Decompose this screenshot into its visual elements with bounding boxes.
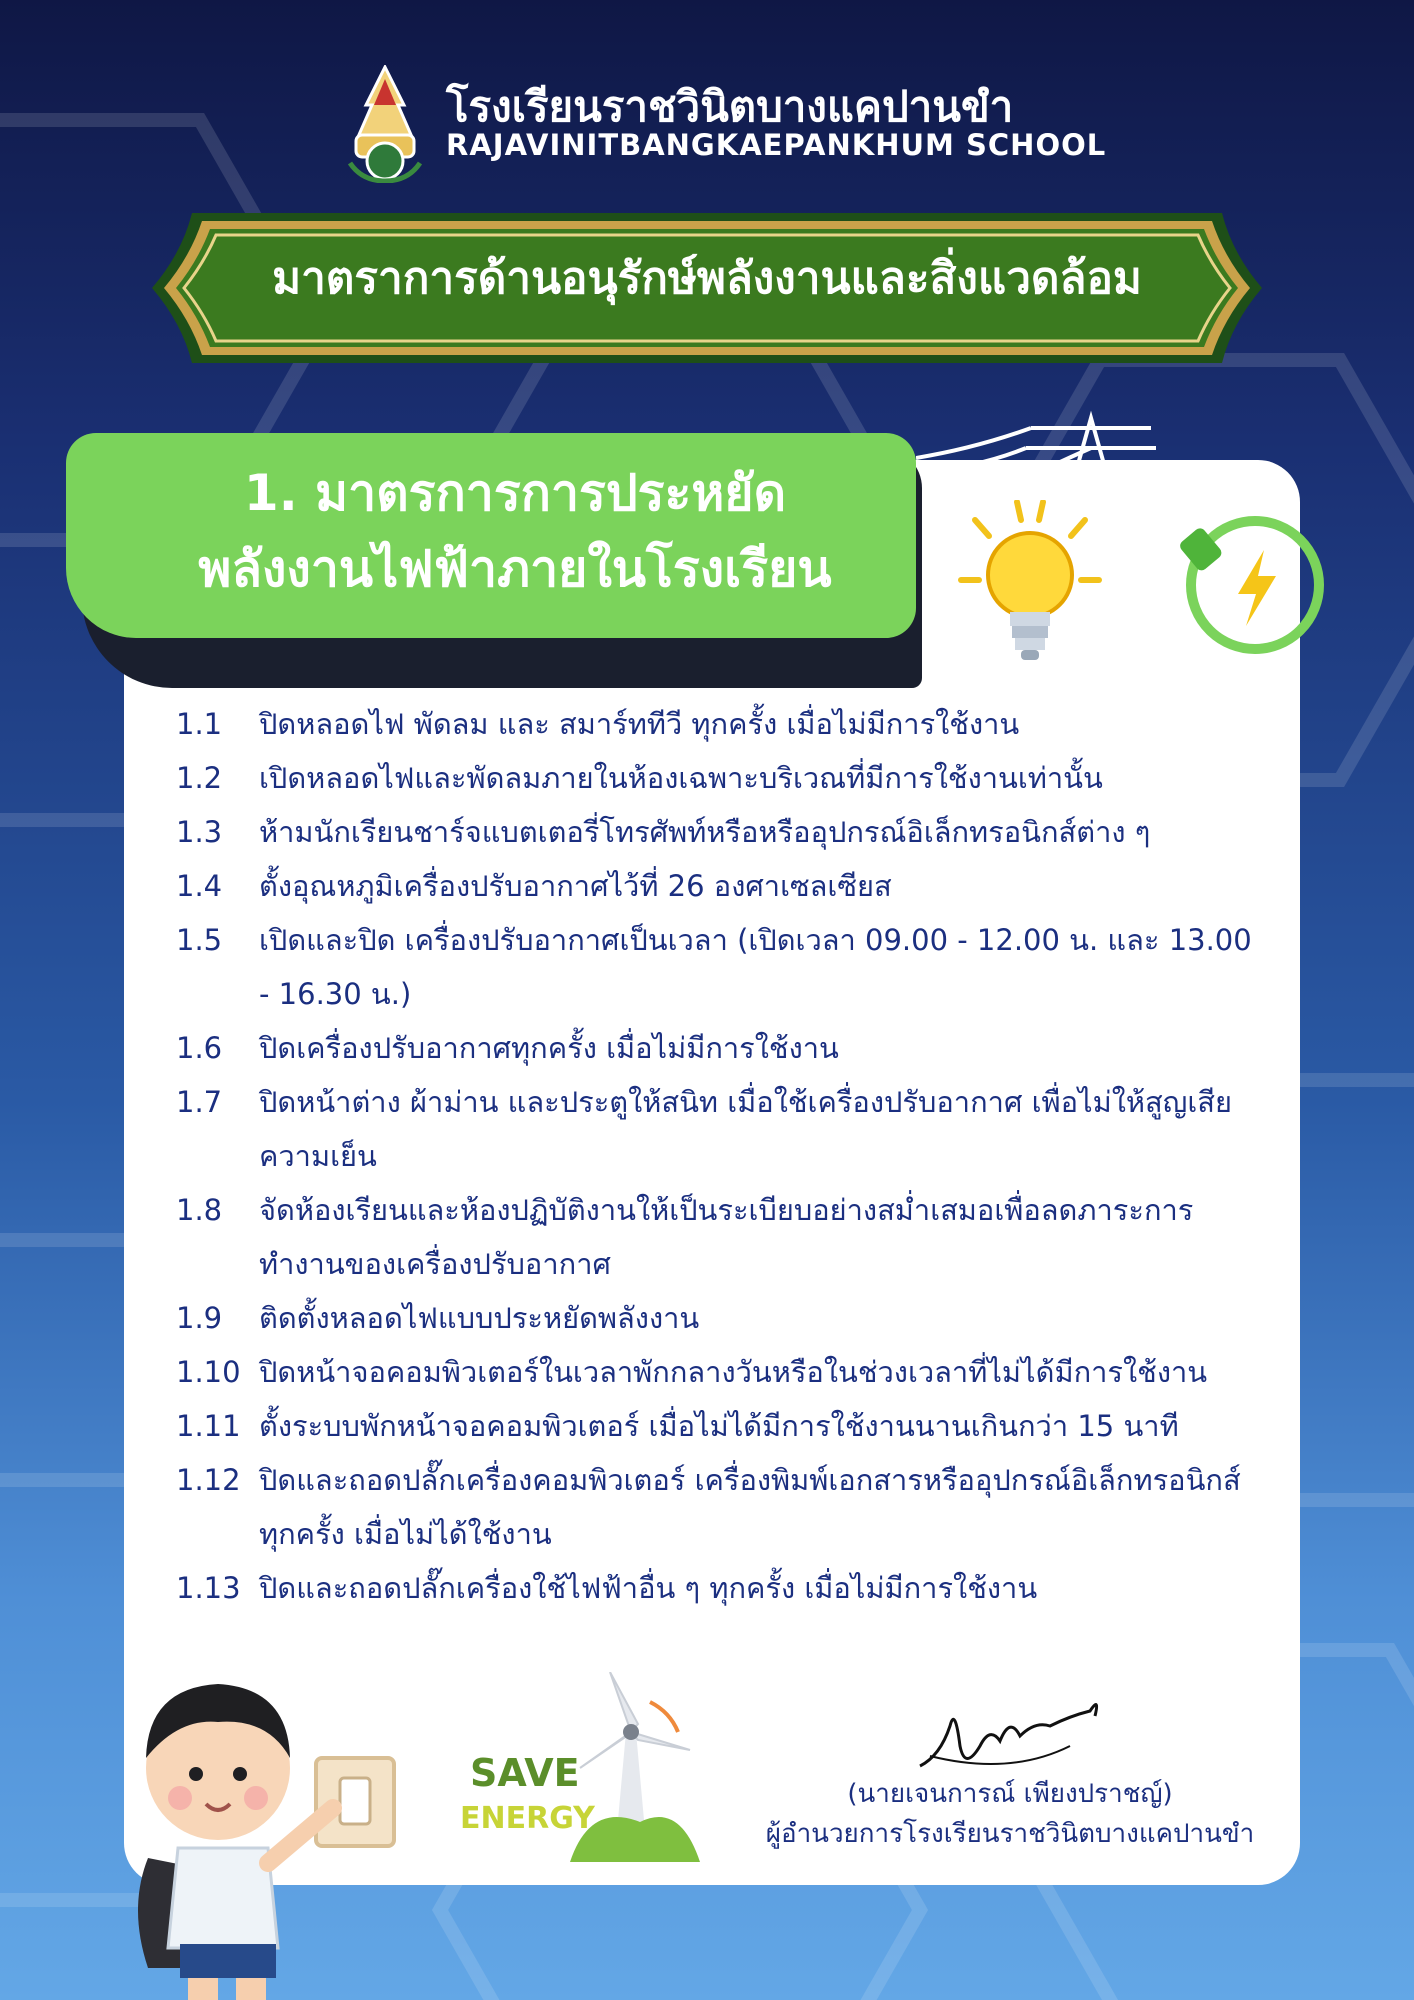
- list-item: [176, 913, 1256, 1021]
- list-item: [176, 859, 1256, 913]
- item-text: ปิดหน้าจอคอมพิวเตอร์ในเวลาพักกลางวันหรือในช่วงเวลาที่ไม่ได้มีการใช้งาน: [259, 1355, 1208, 1389]
- list-item: [176, 1345, 1256, 1399]
- student-cartoon-icon: [118, 1648, 418, 2000]
- item-number: 1.13: [176, 1571, 241, 1605]
- item-number: 1.1: [176, 707, 223, 741]
- item-text: ปิดและถอดปลั๊กเครื่องคอมพิวเตอร์ เครื่องพิมพ์เอกสารหรืออุปกรณ์อิเล็กทรอนิกส์ทุกครั้ง เมื่อไม่ได้ใช้งาน: [259, 1463, 1241, 1551]
- item-number: 1.11: [176, 1409, 241, 1443]
- list-item: [176, 1453, 1256, 1561]
- list-item: [176, 697, 1256, 751]
- list-item: [176, 1075, 1256, 1183]
- item-number: 1.6: [176, 1031, 223, 1065]
- list-item: [176, 1561, 1256, 1615]
- item-text: ห้ามนักเรียนชาร์จแบตเตอรี่โทรศัพท์หรือหรืออุปกรณ์อิเล็กทรอนิกส์ต่าง ๆ: [259, 815, 1151, 849]
- item-number: 1.9: [176, 1301, 223, 1335]
- list-item: [176, 751, 1256, 805]
- signatory-name: (นายเจนการณ์ เพียงปราชญ์): [847, 1779, 1173, 1809]
- school-name-thai: โรงเรียนราชวินิตบางแคปานขำ: [446, 82, 1014, 131]
- school-emblem-icon: [342, 65, 428, 183]
- list-item: [176, 1183, 1256, 1291]
- item-text: ตั้งระบบพักหน้าจอคอมพิวเตอร์ เมื่อไม่ได้มีการใช้งานนานเกินกว่า 15 นาที: [259, 1409, 1179, 1443]
- save-energy-energy: ENERGY: [460, 1801, 595, 1836]
- school-name-english: RAJAVINITBANGKAEPANKHUM SCHOOL: [446, 128, 1107, 162]
- item-text: ปิดและถอดปลั๊กเครื่องใช้ไฟฟ้าอื่น ๆ ทุกครั้ง เมื่อไม่มีการใช้งาน: [259, 1571, 1038, 1605]
- item-text: ติดตั้งหลอดไฟแบบประหยัดพลังงาน: [259, 1301, 700, 1335]
- list-item: [176, 1291, 1256, 1345]
- section-heading: [100, 455, 930, 607]
- plug-lightning-icon: [1180, 510, 1330, 660]
- item-text: ตั้งอุณหภูมิเครื่องปรับอากาศไว้ที่ 26 องศาเซลเซียส: [259, 869, 892, 903]
- school-header: [0, 60, 1414, 190]
- item-text: เปิดหลอดไฟและพัดลมภายในห้องเฉพาะบริเวณที่มีการใช้งานเท่านั้น: [259, 761, 1103, 795]
- signatory-title: ผู้อำนวยการโรงเรียนราชวินิตบางแคปานขำ: [765, 1819, 1255, 1849]
- item-number: 1.2: [176, 761, 223, 795]
- signature-block: [760, 1680, 1260, 1854]
- item-text: ปิดเครื่องปรับอากาศทุกครั้ง เมื่อไม่มีการใช้งาน: [259, 1031, 839, 1065]
- item-number: 1.12: [176, 1463, 241, 1497]
- measures-title: มาตราการด้านอนุรักษ์พลังงานและสิ่งแวดล้อม: [272, 253, 1142, 304]
- section-heading-line-2: พลังงานไฟฟ้าภายในโรงเรียน: [198, 540, 832, 598]
- item-number: 1.8: [176, 1193, 223, 1227]
- item-number: 1.10: [176, 1355, 241, 1389]
- save-energy-save: SAVE: [470, 1751, 580, 1795]
- handwritten-signature: [910, 1686, 1110, 1776]
- item-number: 1.3: [176, 815, 223, 849]
- list-item: [176, 805, 1256, 859]
- measures-list: [176, 697, 1256, 1615]
- item-text: ปิดหน้าต่าง ผ้าม่าน และประตูให้สนิท เมื่อใช้เครื่องปรับอากาศ เพื่อไม่ให้สูญเสียความเย็น: [259, 1085, 1233, 1173]
- section-heading-line-1: 1. มาตรการการประหยัด: [243, 464, 787, 522]
- item-text: ปิดหลอดไฟ พัดลม และ สมาร์ททีวี ทุกครั้ง เมื่อไม่มีการใช้งาน: [259, 707, 1020, 741]
- item-text: เปิดและปิด เครื่องปรับอากาศเป็นเวลา (เปิดเวลา 09.00 - 12.00 น. และ 13.00 - 16.30 น.): [259, 923, 1252, 1011]
- list-item: [176, 1021, 1256, 1075]
- item-number: 1.4: [176, 869, 223, 903]
- item-text: จัดห้องเรียนและห้องปฏิบัติงานให้เป็นระเบียบอย่างสม่ำเสมอเพื่อลดภาระการทำงานของเครื่องปรับอากาศ: [259, 1193, 1194, 1281]
- item-number: 1.5: [176, 923, 223, 957]
- light-bulb-icon: [955, 500, 1105, 665]
- item-number: 1.7: [176, 1085, 223, 1119]
- list-item: [176, 1399, 1256, 1453]
